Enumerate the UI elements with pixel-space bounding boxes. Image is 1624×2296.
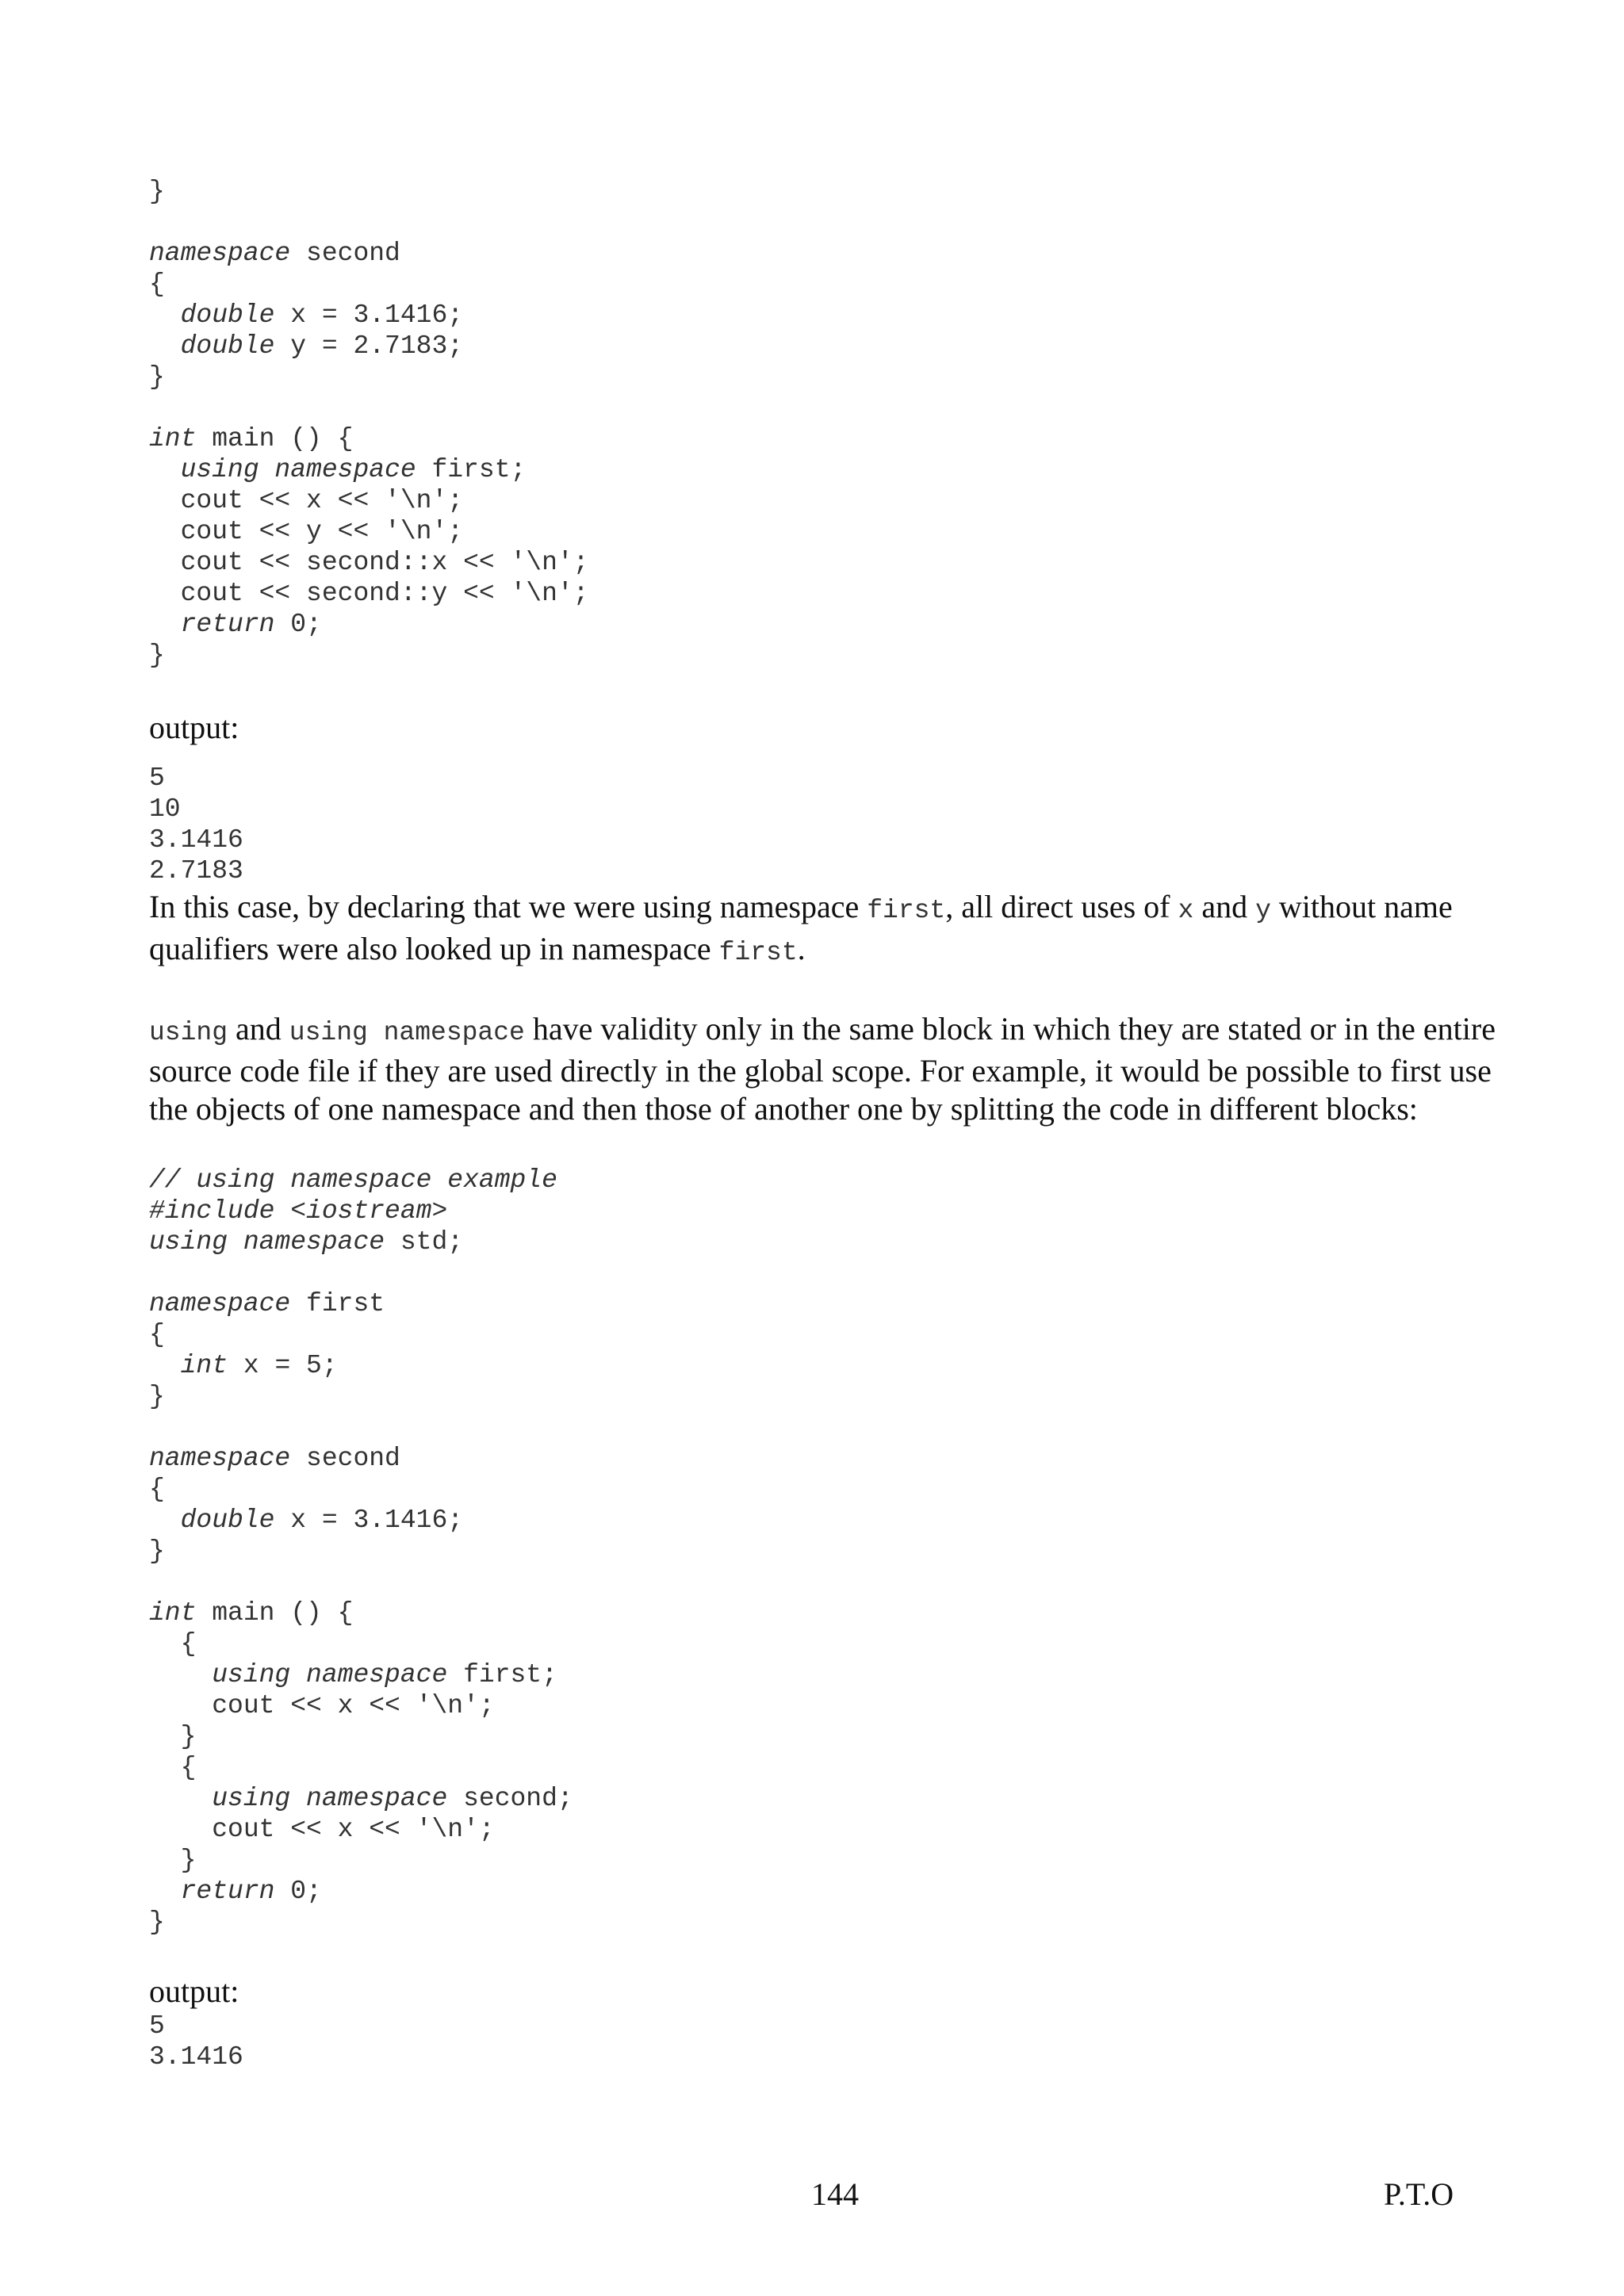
code-line: [149, 485, 1497, 516]
code-line: [149, 300, 1497, 331]
code-keyword: int: [180, 1351, 228, 1380]
code-text: [149, 1506, 181, 1535]
inline-code-x: x: [1178, 896, 1194, 925]
code-line: [149, 269, 1497, 300]
code-line: [149, 1721, 1497, 1752]
paragraph-2-text: have validity only in the same block in which they are stated or in the entire source code file if they are used directly in the global scope. For example, it would be possible to first use the objects of one namespace and then those of another one by splitting the code in different blocks:: [149, 1011, 1496, 1127]
code-line: [149, 392, 1497, 423]
code-text: }: [149, 1722, 197, 1751]
code-line: [149, 1319, 1497, 1350]
code-text: cout << x << '\n';: [149, 486, 464, 515]
output-label-2: output:: [149, 1973, 239, 2009]
output-block-2: [149, 2011, 1497, 2072]
inline-code-y: y: [1255, 896, 1271, 925]
code-text: 0;: [274, 610, 322, 639]
code-keyword: using namespace: [212, 1784, 448, 1813]
code-line: [149, 1443, 1497, 1474]
code-text: cout << second::x << '\n';: [149, 548, 589, 577]
code-text: main () {: [196, 1598, 354, 1628]
code-line: [149, 640, 1497, 671]
code-keyword: namespace: [149, 239, 291, 268]
code-line: [149, 1876, 1497, 1907]
paragraph-1-text: and: [1193, 889, 1256, 924]
code-keyword: return: [180, 1877, 275, 1906]
code-keyword: #include <iostream>: [149, 1196, 448, 1226]
code-text: }: [149, 1382, 165, 1411]
code-text: }: [149, 1536, 165, 1566]
code-text: second: [290, 239, 400, 268]
code-text: {: [149, 270, 165, 299]
code-line: [149, 1196, 1497, 1226]
code-text: x = 5;: [228, 1351, 338, 1380]
code-text: }: [149, 1908, 165, 1937]
code-text: first;: [416, 455, 527, 484]
code-text: x = 3.1416;: [274, 1506, 464, 1535]
code-line: [149, 362, 1497, 392]
code-line: [149, 516, 1497, 547]
code-line: [149, 1752, 1497, 1783]
code-line: [149, 176, 1497, 207]
code-line: [149, 1845, 1497, 1876]
code-text: {: [149, 1629, 197, 1659]
code-text: [149, 300, 181, 330]
code-line: [149, 1628, 1497, 1659]
code-text: second: [290, 1444, 400, 1473]
code-text: x = 3.1416;: [274, 300, 464, 330]
code-line: [149, 1659, 1497, 1690]
code-text: {: [149, 1475, 165, 1504]
inline-code-using: using: [149, 1018, 228, 1047]
page-number: 144: [811, 2176, 859, 2212]
code-line: [149, 1412, 1497, 1443]
paragraph-2-text: and: [228, 1011, 289, 1047]
code-text: cout << x << '\n';: [149, 1815, 495, 1844]
output-label-1: output:: [149, 710, 239, 745]
code-line: [149, 1257, 1497, 1288]
code-text: }: [149, 177, 165, 206]
paragraph-1-text: In this case, by declaring that we were using namespace: [149, 889, 868, 924]
output-line: 3.1416: [149, 2042, 243, 2072]
code-text: {: [149, 1320, 165, 1349]
code-block-2: [149, 1165, 1497, 1938]
paragraph-1: [149, 888, 1513, 972]
output-line: 10: [149, 794, 181, 824]
code-line: [149, 1783, 1497, 1814]
code-line: [149, 1814, 1497, 1845]
code-text: [149, 455, 181, 484]
code-line: [149, 331, 1497, 362]
code-line: [149, 1567, 1497, 1598]
code-line: [149, 238, 1497, 269]
code-keyword: namespace: [149, 1444, 291, 1473]
code-line: [149, 1381, 1497, 1412]
code-keyword: int: [149, 1598, 197, 1628]
page-content: [149, 176, 1497, 2072]
inline-code-first: first: [867, 896, 946, 925]
code-text: }: [149, 1846, 197, 1875]
code-text: [149, 1660, 212, 1689]
code-line: [149, 1690, 1497, 1721]
code-line: [149, 1598, 1497, 1628]
code-line: [149, 1350, 1497, 1381]
code-text: first;: [447, 1660, 557, 1689]
code-line: [149, 1165, 1497, 1196]
output-line: 2.7183: [149, 856, 243, 886]
code-line: [149, 547, 1497, 578]
code-text: }: [149, 362, 165, 392]
code-block-1: [149, 176, 1497, 671]
output-block-1: [149, 763, 1497, 886]
code-keyword: double: [180, 331, 275, 361]
code-text: cout << second::y << '\n';: [149, 579, 589, 608]
code-line: [149, 1505, 1497, 1536]
code-text: 0;: [274, 1877, 322, 1906]
output-line: 5: [149, 763, 165, 793]
output-line: 3.1416: [149, 825, 243, 855]
code-line: [149, 454, 1497, 485]
code-line: [149, 1474, 1497, 1505]
code-keyword: using namespace: [180, 455, 416, 484]
code-line: [149, 207, 1497, 238]
inline-code-first: first: [718, 938, 798, 967]
code-text: [149, 331, 181, 361]
code-keyword: double: [180, 300, 275, 330]
paragraph-1-text: , all direct uses of: [945, 889, 1178, 924]
code-text: y = 2.7183;: [274, 331, 464, 361]
paragraph-1-text: .: [797, 931, 806, 966]
code-keyword: namespace: [149, 1289, 291, 1318]
code-line: [149, 423, 1497, 454]
code-text: cout << x << '\n';: [149, 1691, 495, 1720]
code-keyword: using namespace: [212, 1660, 448, 1689]
code-keyword: int: [149, 424, 197, 453]
code-text: [149, 1784, 212, 1813]
code-text: {: [149, 1753, 197, 1782]
code-text: [149, 1877, 181, 1906]
paragraph-1-text: without name qualifiers were also looked up in namespace: [149, 889, 1453, 966]
code-line: [149, 609, 1497, 640]
code-line: [149, 1288, 1497, 1319]
paragraph-2: [149, 1010, 1513, 1128]
code-keyword: double: [180, 1506, 275, 1535]
code-text: main () {: [196, 424, 354, 453]
code-line: [149, 1226, 1497, 1257]
code-keyword: return: [180, 610, 275, 639]
code-text: std;: [385, 1227, 464, 1257]
code-keyword: using namespace: [149, 1227, 385, 1257]
code-text: [149, 1351, 181, 1380]
output-line: 5: [149, 2011, 165, 2041]
code-line: [149, 1536, 1497, 1567]
code-text: [149, 610, 181, 639]
code-keyword: // using namespace example: [149, 1165, 557, 1195]
code-text: second;: [447, 1784, 573, 1813]
code-text: cout << y << '\n';: [149, 517, 464, 546]
code-line: [149, 1907, 1497, 1938]
code-line: [149, 578, 1497, 609]
code-text: }: [149, 641, 165, 670]
please-turn-over: P.T.O: [1384, 2176, 1454, 2212]
code-text: first: [290, 1289, 385, 1318]
inline-code-using-namespace: using namespace: [289, 1018, 525, 1047]
